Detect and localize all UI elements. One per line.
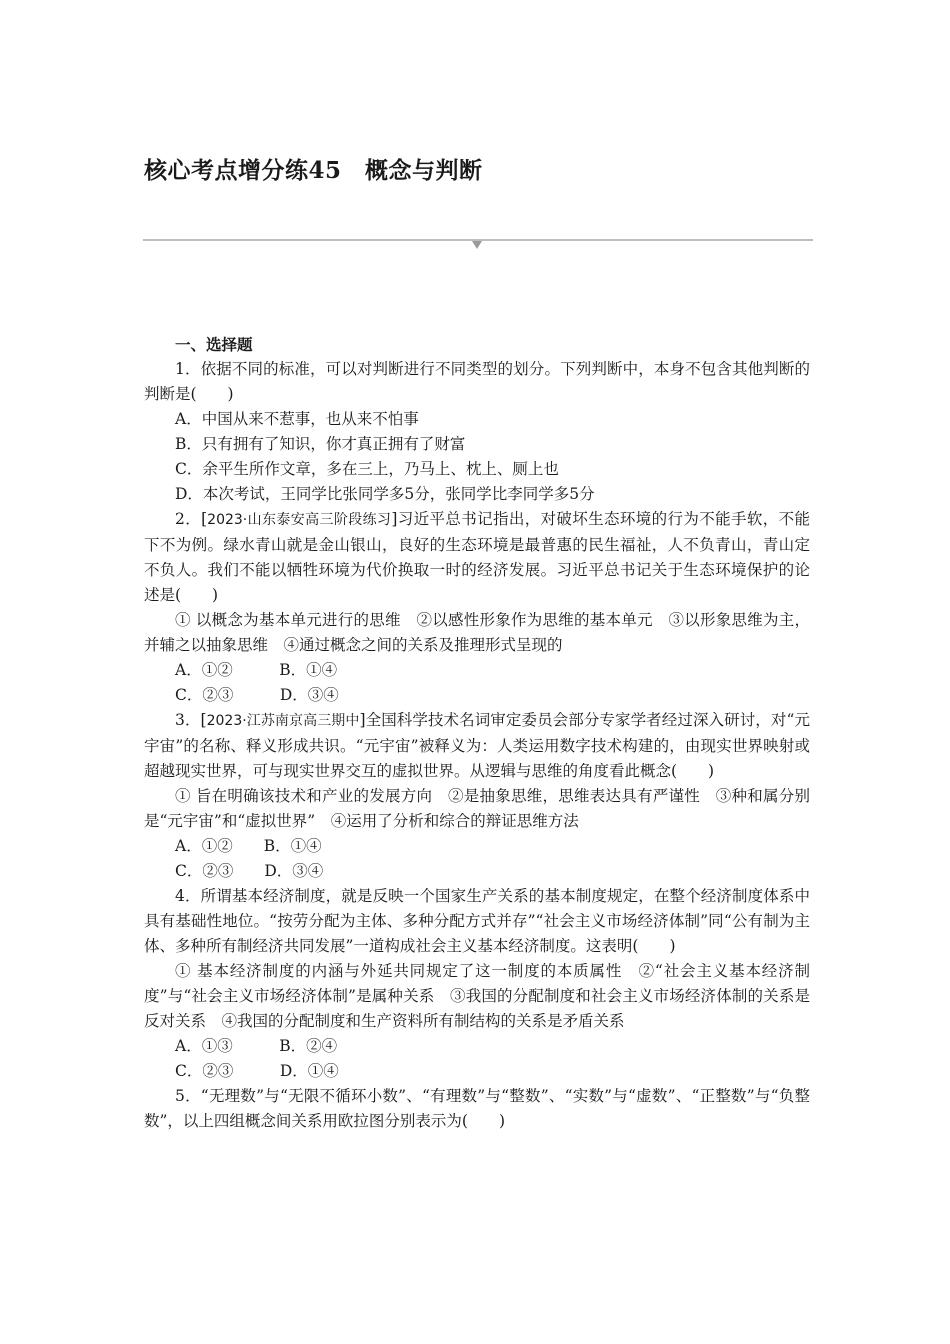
question-2-text: ]习近平总书记指出，对破坏生态环境的行为不能手软，不能下不为例。绿水青山就是金山银山，良好的生态环境是最普惠的民生福祉，人不负青山，青山定不负人。我们不能以牺牲环境为代价换取一时的经济发展。习近平总书记关于生态环境保护的论述是( ) <box>144 510 810 604</box>
question-3-items: ① 旨在明确该技术和产业的发展方向 ②是抽象思维，思维表达具有严谨性 ③种和属分别是“元宇宙”和“虚拟世界” ④运用了分析和综合的辩证思维方法 <box>144 787 810 830</box>
question-3-options-cd: C．②③ D．③④ <box>175 862 324 880</box>
question-1-option-b: B．只有拥有了知识，你才真正拥有了财富 <box>175 435 466 453</box>
page-title: 核心考点增分练45 概念与判断 <box>144 157 483 184</box>
question-4-stem: 4．所谓基本经济制度，就是反映一个国家生产关系的基本制度规定，在整个经济制度体系中具有基础性地位。“按劳分配为主体、多种分配方式并存”“社会主义市场经济体制”同“公有制为主体、多种所有制经济共同发展”一道构成社会主义基本经济制度。这表明( ) <box>144 887 810 955</box>
question-1-option-c: C．余平生所作文章，多在三上，乃马上、枕上、厕上也 <box>175 460 559 478</box>
question-3-text: ]全国科学技术名词审定委员会部分专家学者经过深入研讨，对“元宇宙”的名称、释义形成共识。“元宇宙”被释义为：人类运用数字技术构建的，由现实世界映射或超越现实世界，可与现实世界交互的虚拟世界。从逻辑与思维的角度看此概念( ) <box>144 711 810 780</box>
question-2-options-ab: A．①② B．①④ <box>175 661 338 679</box>
question-content <box>144 332 810 1134</box>
question-2-stem <box>144 507 810 608</box>
question-2-source: 2023·山东泰安高三阶段练习 <box>207 512 392 528</box>
question-1-option-d: D．本次考试，王同学比张同学多5分，张同学比李同学多5分 <box>175 485 595 503</box>
divider-triangle-icon <box>472 241 482 249</box>
question-3-options-ab: A．①② B．①④ <box>175 837 322 855</box>
question-2-options-cd: C．②③ D．③④ <box>175 686 339 704</box>
question-2-number: 2．[ <box>175 510 208 528</box>
question-3-stem <box>144 708 810 784</box>
question-3-number: 3．[ <box>175 711 207 729</box>
question-1-stem: 1．依据不同的标准，可以对判断进行不同类型的划分。下列判断中，本身不包含其他判断的判断是( ) <box>144 360 810 403</box>
question-2-items: ① 以概念为基本单元进行的思维 ②以感性形象作为思维的基本单元 ③以形象思维为主，并辅之以抽象思维 ④通过概念之间的关系及推理形式呈现的 <box>144 611 810 654</box>
question-5-stem: 5．“无理数”与“无限不循环小数”、“有理数”与“整数”、“实数”与“虚数”、“正整数”与“负整数”，以上四组概念间关系用欧拉图分别表示为( ) <box>144 1087 810 1130</box>
question-1-option-a: A．中国从来不惹事，也从来不怕事 <box>175 410 419 428</box>
section-heading: 一、选择题 <box>175 335 253 354</box>
question-4-options-cd: C．②③ D．①④ <box>175 1062 339 1080</box>
question-3-source: 2023·江苏南京高三期中 <box>206 713 360 729</box>
question-4-options-ab: A．①③ B．②④ <box>175 1037 338 1055</box>
question-4-items: ① 基本经济制度的内涵与外延共同规定了这一制度的本质属性 ②“社会主义基本经济制度”与“社会主义市场经济体制”是属种关系 ③我国的分配制度和社会主义市场经济体制的关系是反对关系 ④我国的分配制度和生产资料所有制结构的关系是矛盾关系 <box>144 962 810 1030</box>
